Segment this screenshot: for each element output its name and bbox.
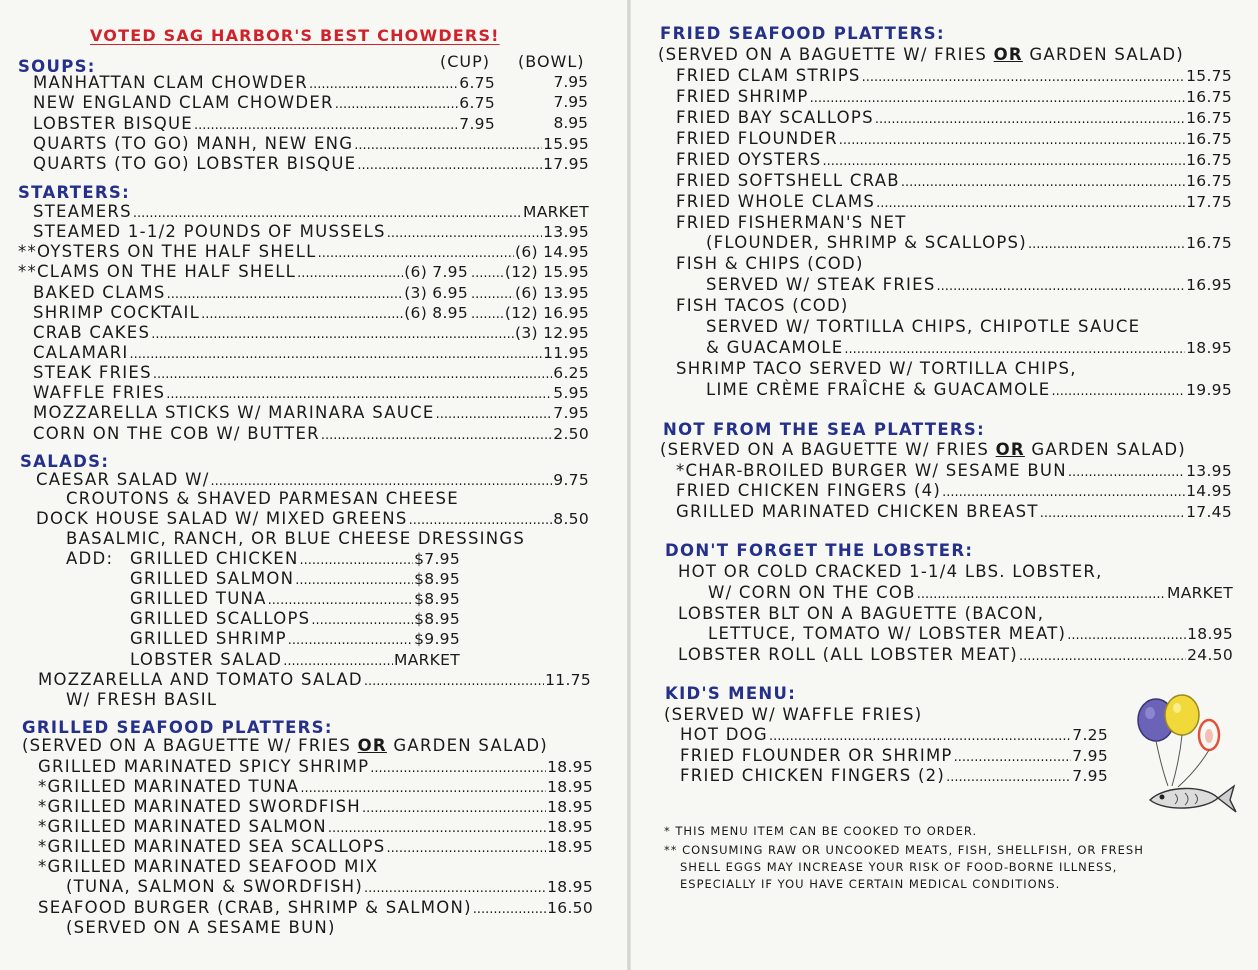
menu-item: MOZZARELLA STICKS W/ MARINARA SAUCE ..... 7.95 — [33, 403, 589, 423]
menu-item-price2: ..... (6) 13.95 — [470, 283, 589, 303]
menu-item: W/ CORN ON THE COB ..... MARKET — [708, 583, 1233, 603]
menu-item: FRIED OYSTERS ..... 16.75 — [676, 150, 1232, 170]
menu-item: FRIED CLAM STRIPS ..... 15.75 — [676, 66, 1232, 86]
served-note: (SERVED ON A BAGUETTE W/ FRIES OR GARDEN SALAD) — [658, 45, 1184, 64]
menu-item-name: FISH TACOS (COD) — [676, 296, 849, 315]
menu-left-page — [0, 0, 628, 970]
menu-item: BAKED CLAMS ..... (3) 6.95 — [33, 283, 468, 303]
fried-heading: FRIED SEAFOOD PLATTERS: — [660, 24, 945, 43]
menu-item: LIME CRÈME FRAÎCHE & GUACAMOLE ..... 19.95 — [706, 380, 1232, 400]
menu-item: FRIED SHRIMP ..... 16.75 — [676, 87, 1232, 107]
menu-item: MANHATTAN CLAM CHOWDER ..... 6.75 — [33, 73, 495, 93]
menu-item: CORN ON THE COB W/ BUTTER ..... 2.50 — [33, 424, 589, 444]
menu-item-price2: ..... (12) 15.95 — [470, 262, 589, 282]
menu-item: MOZZARELLA AND TOMATO SALAD ..... 11.75 — [38, 670, 591, 690]
menu-right-page — [630, 0, 1258, 970]
menu-item: FRIED BAY SCALLOPS ..... 16.75 — [676, 108, 1232, 128]
menu-item-name: SHRIMP TACO SERVED W/ TORTILLA CHIPS, — [676, 359, 1077, 378]
menu-item: GRILLED MARINATED SPICY SHRIMP ..... 18.95 — [38, 757, 593, 777]
balloon-yellow-icon — [1165, 695, 1199, 735]
served-note: (SERVED ON A BAGUETTE W/ FRIES OR GARDEN SALAD) — [22, 736, 548, 755]
menu-item: *CHAR-BROILED BURGER W/ SESAME BUN ..... 13.95 — [676, 461, 1232, 481]
menu-item: (TUNA, SALMON & SWORDFISH) ..... 18.95 — [66, 877, 593, 897]
menu-item: CAESAR SALAD W/ ..... 9.75 — [36, 470, 589, 490]
menu-item: & GUACAMOLE ..... 18.95 — [706, 338, 1232, 358]
served-note: (SERVED ON A BAGUETTE W/ FRIES OR GARDEN SALAD) — [660, 440, 1186, 459]
menu-item: FRIED WHOLE CLAMS ..... 17.75 — [676, 192, 1232, 212]
item-description: CROUTONS & SHAVED PARMESAN CHEESE — [66, 489, 459, 508]
menu-item: LOBSTER ROLL (ALL LOBSTER MEAT) ..... 24.50 — [678, 645, 1233, 665]
tagline: VOTED SAG HARBOR'S BEST CHOWDERS! — [90, 26, 500, 45]
fish-icon — [1150, 786, 1236, 812]
menu-item: FRIED SOFTSHELL CRAB ..... 16.75 — [676, 171, 1232, 191]
bowl-price: 8.95 — [553, 114, 588, 132]
menu-item-name: LOBSTER BLT ON A BAGUETTE (BACON, — [678, 604, 1045, 623]
salads-heading: SALADS: — [20, 452, 110, 471]
addon-item: GRILLED TUNA ..... $8.95 — [130, 589, 460, 609]
menu-item: DOCK HOUSE SALAD W/ MIXED GREENS ..... 8.50 — [36, 509, 589, 529]
addon-item: LOBSTER SALAD ..... MARKET — [130, 650, 460, 670]
menu-item: *GRILLED MARINATED TUNA ..... 18.95 — [38, 777, 593, 797]
served-note: (SERVED W/ WAFFLE FRIES) — [664, 705, 923, 724]
menu-item: *GRILLED MARINATED SEA SCALLOPS ..... 18.95 — [38, 837, 593, 857]
menu-item: QUARTS (TO GO) MANH, NEW ENG ..... 15.95 — [33, 134, 589, 154]
addon-item: GRILLED SCALLOPS ..... $8.95 — [130, 609, 460, 629]
balloon-red-icon — [1199, 720, 1219, 750]
menu-item: STEAMERS ..... MARKET — [33, 202, 589, 222]
menu-item: LOBSTER BISQUE ..... 7.95 — [33, 114, 495, 134]
starters-heading: STARTERS: — [18, 183, 131, 202]
menu-item: **OYSTERS ON THE HALF SHELL ..... (6) 14.95 — [18, 242, 589, 262]
item-description: BASALMIC, RANCH, OR BLUE CHEESE DRESSINGS — [66, 529, 526, 548]
footnote-raw-3: ESPECIALLY IF YOU HAVE CERTAIN MEDICAL CONDITIONS. — [680, 877, 1061, 891]
item-description: (SERVED ON A SESAME BUN) — [66, 918, 336, 937]
menu-item-price2: ..... (12) 16.95 — [470, 303, 589, 323]
menu-item: STEAK FRIES ..... 6.25 — [33, 363, 589, 383]
menu-item: SHRIMP COCKTAIL ..... (6) 8.95 — [33, 303, 468, 323]
menu-item-name: FRIED FISHERMAN'S NET — [676, 213, 907, 232]
menu-item: FRIED FLOUNDER ..... 16.75 — [676, 129, 1232, 149]
menu-item: SEAFOOD BURGER (CRAB, SHRIMP & SALMON) ..... 16.50 — [38, 898, 593, 918]
cup-label: (CUP) — [440, 52, 491, 71]
menu-item: *GRILLED MARINATED SALMON ..... 18.95 — [38, 817, 593, 837]
balloons-fish-illustration — [1130, 690, 1255, 820]
addon-item: GRILLED CHICKEN ..... $7.95 — [130, 549, 460, 569]
lobster-heading: DON'T FORGET THE LOBSTER: — [665, 541, 974, 560]
menu-item: STEAMED 1-1/2 POUNDS OF MUSSELS ..... 13.95 — [33, 222, 589, 242]
item-description: SERVED W/ TORTILLA CHIPS, CHIPOTLE SAUCE — [706, 317, 1141, 336]
menu-item: WAFFLE FRIES ..... 5.95 — [33, 383, 589, 403]
menu-item: (FLOUNDER, SHRIMP & SCALLOPS) ..... 16.75 — [706, 233, 1232, 253]
menu-item: CRAB CAKES ..... (3) 12.95 — [33, 323, 589, 343]
soups-heading: SOUPS: — [18, 57, 96, 76]
menu-item: CALAMARI ..... 11.95 — [33, 343, 589, 363]
menu-item: SERVED W/ STEAK FRIES ..... 16.95 — [706, 275, 1232, 295]
menu-item: FRIED CHICKEN FINGERS (4) ..... 14.95 — [676, 481, 1232, 501]
notsea-heading: NOT FROM THE SEA PLATTERS: — [663, 420, 985, 439]
footnote-cooked: * THIS MENU ITEM CAN BE COOKED TO ORDER. — [664, 824, 978, 838]
menu-item: HOT DOG ..... 7.25 — [680, 725, 1108, 745]
menu-item-name: FISH & CHIPS (COD) — [676, 254, 864, 273]
bowl-price: 7.95 — [553, 93, 588, 111]
menu-item: GRILLED MARINATED CHICKEN BREAST ..... 17.45 — [676, 502, 1232, 522]
menu-item-name: HOT OR COLD CRACKED 1-1/4 LBS. LOBSTER, — [678, 562, 1103, 581]
footnote-raw-2: SHELL EGGS MAY INCREASE YOUR RISK OF FOOD-BORNE ILLNESS, — [680, 860, 1118, 874]
bowl-label: (BOWL) — [518, 52, 585, 71]
menu-item-name: *GRILLED MARINATED SEAFOOD MIX — [38, 857, 379, 876]
grilled-heading: GRILLED SEAFOOD PLATTERS: — [22, 718, 333, 737]
addon-item: GRILLED SALMON ..... $8.95 — [130, 569, 460, 589]
menu-item: *GRILLED MARINATED SWORDFISH ..... 18.95 — [38, 797, 593, 817]
menu-item: NEW ENGLAND CLAM CHOWDER ..... 6.75 — [33, 93, 495, 113]
menu-item: LETTUCE, TOMATO W/ LOBSTER MEAT) ..... 18.95 — [708, 624, 1233, 644]
addon-item: GRILLED SHRIMP ..... $9.95 — [130, 629, 460, 649]
add-label: ADD: — [66, 549, 114, 568]
footnote-raw-1: ** CONSUMING RAW OR UNCOOKED MEATS, FISH, SHELLFISH, OR FRESH — [664, 843, 1144, 857]
bowl-price: 7.95 — [553, 73, 588, 91]
item-description: W/ FRESH BASIL — [66, 690, 218, 709]
menu-item: **CLAMS ON THE HALF SHELL ..... (6) 7.95 — [18, 262, 468, 282]
menu-item: FRIED FLOUNDER OR SHRIMP ..... 7.95 — [680, 746, 1108, 766]
menu-item: FRIED CHICKEN FINGERS (2) ..... 7.95 — [680, 766, 1108, 786]
kids-heading: KID'S MENU: — [665, 684, 797, 703]
menu-item: QUARTS (TO GO) LOBSTER BISQUE ..... 17.95 — [33, 154, 589, 174]
